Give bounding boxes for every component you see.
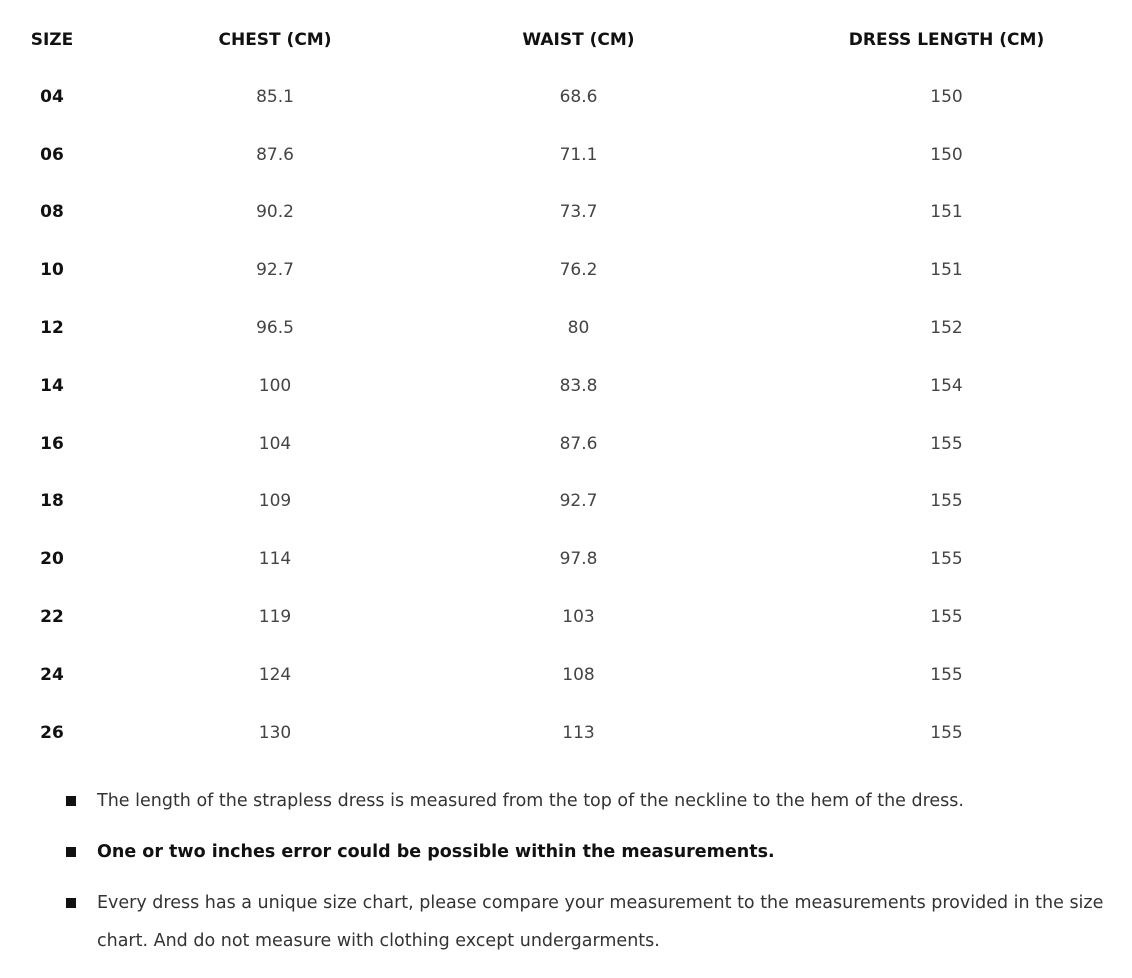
size-chart-table bbox=[0, 12, 1132, 762]
table-row bbox=[0, 588, 1132, 646]
waist-cell: 113 bbox=[562, 722, 595, 743]
size-cell: 12 bbox=[40, 318, 64, 339]
header-dress-length: DRESS LENGTH (CM) bbox=[848, 30, 1045, 50]
table-row bbox=[0, 704, 1132, 762]
header-chest: CHEST (CM) bbox=[218, 30, 332, 50]
list-item bbox=[66, 884, 1112, 960]
header-size: SIZE bbox=[30, 30, 74, 50]
chest-cell: 130 bbox=[258, 722, 292, 743]
chest-cell: 104 bbox=[258, 433, 292, 454]
dress-length-cell: 150 bbox=[930, 144, 963, 165]
size-cell: 10 bbox=[40, 260, 64, 281]
waist-cell: 83.8 bbox=[559, 375, 598, 396]
chest-cell: 114 bbox=[258, 549, 292, 570]
size-cell: 24 bbox=[40, 664, 64, 685]
waist-cell: 80 bbox=[567, 318, 590, 339]
waist-cell: 87.6 bbox=[559, 433, 598, 454]
square-bullet-icon bbox=[66, 847, 76, 857]
list-item bbox=[66, 833, 1112, 871]
dress-length-cell: 154 bbox=[930, 375, 963, 396]
note-text: One or two inches error could be possible within the measurements. bbox=[97, 842, 775, 862]
size-cell: 26 bbox=[40, 722, 64, 743]
chest-cell: 124 bbox=[258, 664, 292, 685]
size-cell: 08 bbox=[40, 202, 64, 223]
dress-length-cell: 155 bbox=[930, 722, 963, 743]
waist-cell: 68.6 bbox=[559, 86, 598, 107]
size-cell: 04 bbox=[40, 86, 64, 107]
chest-cell: 92.7 bbox=[256, 260, 294, 281]
size-cell: 06 bbox=[40, 144, 64, 165]
dress-length-cell: 155 bbox=[930, 664, 963, 685]
note-text: Every dress has a unique size chart, please compare your measurement to the measurements provided in the size chart. And do not measure with clothing except undergarments. bbox=[97, 893, 1104, 951]
table-row bbox=[0, 126, 1132, 184]
table-row bbox=[0, 357, 1132, 415]
list-item bbox=[66, 782, 1112, 820]
size-cell: 16 bbox=[40, 433, 64, 454]
waist-cell: 92.7 bbox=[559, 491, 598, 512]
chest-cell: 87.6 bbox=[256, 144, 294, 165]
chest-cell: 85.1 bbox=[256, 86, 294, 107]
waist-cell: 76.2 bbox=[559, 260, 598, 281]
dress-length-cell: 155 bbox=[930, 549, 963, 570]
dress-length-cell: 155 bbox=[930, 607, 963, 628]
table-row bbox=[0, 184, 1132, 242]
dress-length-cell: 151 bbox=[930, 260, 963, 281]
note-text: The length of the strapless dress is measured from the top of the neckline to the hem of the dress. bbox=[97, 791, 964, 811]
dress-length-cell: 151 bbox=[930, 202, 963, 223]
waist-cell: 71.1 bbox=[559, 144, 598, 165]
table-header-row bbox=[0, 12, 1132, 68]
size-cell: 22 bbox=[40, 607, 64, 628]
size-cell: 20 bbox=[40, 549, 64, 570]
square-bullet-icon bbox=[66, 898, 76, 908]
chest-cell: 100 bbox=[258, 375, 292, 396]
dress-length-cell: 152 bbox=[930, 318, 963, 339]
table-row bbox=[0, 299, 1132, 357]
size-cell: 14 bbox=[40, 375, 64, 396]
dress-length-cell: 155 bbox=[930, 491, 963, 512]
chest-cell: 90.2 bbox=[256, 202, 294, 223]
chest-cell: 109 bbox=[258, 491, 292, 512]
chest-cell: 119 bbox=[258, 607, 292, 628]
table-row bbox=[0, 473, 1132, 531]
waist-cell: 103 bbox=[562, 607, 595, 628]
header-waist: WAIST (CM) bbox=[522, 30, 635, 50]
chest-cell: 96.5 bbox=[256, 318, 294, 339]
table-row bbox=[0, 415, 1132, 473]
waist-cell: 73.7 bbox=[559, 202, 598, 223]
table-row bbox=[0, 68, 1132, 126]
dress-length-cell: 150 bbox=[930, 86, 963, 107]
table-row bbox=[0, 646, 1132, 704]
square-bullet-icon bbox=[66, 796, 76, 806]
waist-cell: 108 bbox=[562, 664, 595, 685]
table-row bbox=[0, 530, 1132, 588]
size-notes-list bbox=[66, 782, 1112, 973]
dress-length-cell: 155 bbox=[930, 433, 963, 454]
waist-cell: 97.8 bbox=[559, 549, 598, 570]
table-row bbox=[0, 241, 1132, 299]
size-cell: 18 bbox=[40, 491, 64, 512]
